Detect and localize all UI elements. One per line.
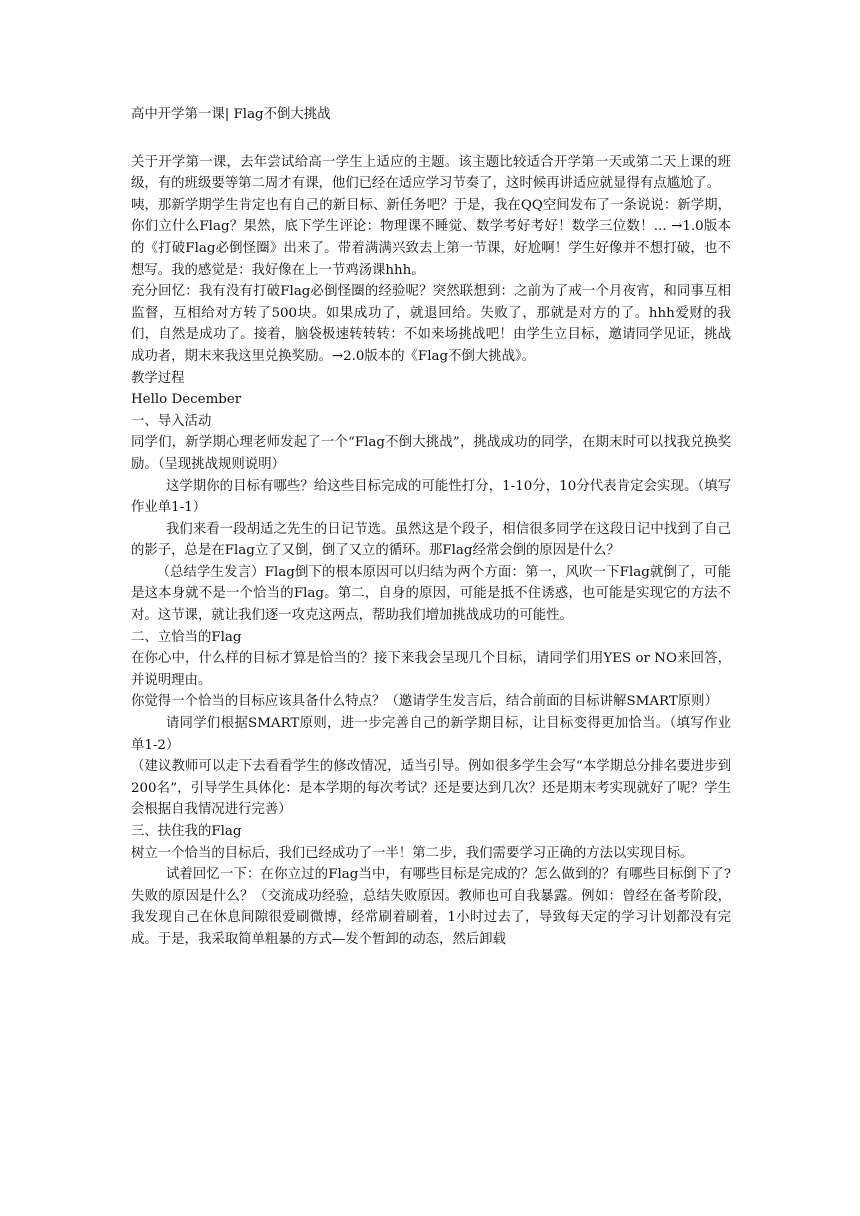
document-body [131,104,731,951]
paragraph: 这学期你的目标有哪些？给这些目标完成的可能性打分，1-10分，10分代表肯定会实现。（填写作业单1-1） [131,478,731,516]
paragraph: 树立一个恰当的目标后，我们已经成功了一半！第二步，我们需要学习正确的方法以实现目标。 [131,845,694,861]
paragraph: 我们来看一段胡适之先生的日记节选。虽然这是个段子，相信很多同学在这段日记中找到了自己的影子，总是在Flag立了又倒，倒了又立的循环。那Flag经常会倒的原因是什么？ [131,521,731,559]
paragraph: Hello December [131,392,242,408]
paragraph: 同学们，新学期心理老师发起了一个“Flag不倒大挑战”，挑战成功的同学，在期末时可以找我兑换奖励。（呈现挑战规则说明） [131,435,731,472]
document-title: 高中开学第一课| Flag不倒大挑战 [131,107,331,122]
paragraph: 请同学们根据SMART原则，进一步完善自己的新学期目标，让目标变得更加恰当。（填写作业单1-2） [131,716,731,753]
paragraph: （建议教师可以走下去看看学生的修改情况，适当引导。例如很多学生会写“本学期总分排名要进步到200名”，引导学生具体化：是本学期的每次考试？还是要达到几次？还是期末考实现就好了呢？学生会根据自我情况进行完善） [131,759,731,818]
paragraph: 一、导入活动 [131,413,212,429]
paragraph: 充分回忆：我有没有打破Flag必倒怪圈的经验呢？突然联想到：之前为了戒一个月夜宵，和同事互相监督，互相给对方转了500块。如果成功了，就退回给。失败了，那就是对方的了。hhh爱财的我们，自然是成功了。接着，脑袋极速转转转：不如来场挑战吧！由学生立目标，邀请同学见证，挑战成功者，期末来我这里兑换奖励。→2.0版本的《Flag不倒大挑战》。 [131,284,731,364]
paragraph: （总结学生发言）Flag倒下的根本原因可以归结为两个方面：第一，风吹一下Flag就倒了，可能是这本身就不是一个恰当的Flag。第二，自身的原因，可能是抵不住诱惑，也可能是实现它的方法不对。这节课，就让我们逐一攻克这两点，帮助我们增加挑战成功的可能性。 [131,564,731,624]
paragraph: 三、扶住我的Flag [131,824,242,839]
paragraph: 关于开学第一课，去年尝试给高一学生上适应的主题。该主题比较适合开学第一天或第二天上课的班级，有的班级要等第二周才有课，他们已经在适应学习节奏了，这时候再讲适应就显得有点尴尬了。 [131,154,731,192]
paragraph-list [131,152,731,951]
title-spacer [131,126,731,152]
paragraph: 试着回忆一下：在你立过的Flag当中，有哪些目标是完成的？怎么做到的？有哪些目标倒下了?失败的原因是什么？（交流成功经验，总结失败原因。教师也可自我暴露。例如：曾经在备考阶段，我发现自己在休息间隙很爱刷微博，经常刷着刷着，1小时过去了，导致每天定的学习计划都没有完成。于是，我采取简单粗暴的方式—发个暂卸的动态，然后卸载 [131,867,731,947]
paragraph: 二、立恰当的Flag [131,629,242,645]
paragraph: 咦，那新学期学生肯定也有自己的新目标、新任务吧？于是，我在QQ空间发布了一条说说：新学期，你们立什么Flag？果然，底下学生评论：物理课不睡觉、数学考好考好！数学三位数！... →1.0版本的《打破Flag必倒怪圈》出来了。带着满满兴致去上第一节课，好尬啊！学生好像并不想打破，也不想写。我的感觉是：我好像在上一节鸡汤课hhh。 [131,197,731,278]
paragraph: 教学过程 [131,370,185,386]
paragraph: 在你心中，什么样的目标才算是恰当的？接下来我会呈现几个目标，请同学们用YES or NO来回答，并说明理由。 [131,651,731,688]
paragraph: 你觉得一个恰当的目标应该具备什么特点？（邀请学生发言后，结合前面的目标讲解SMART原则） [131,694,718,710]
